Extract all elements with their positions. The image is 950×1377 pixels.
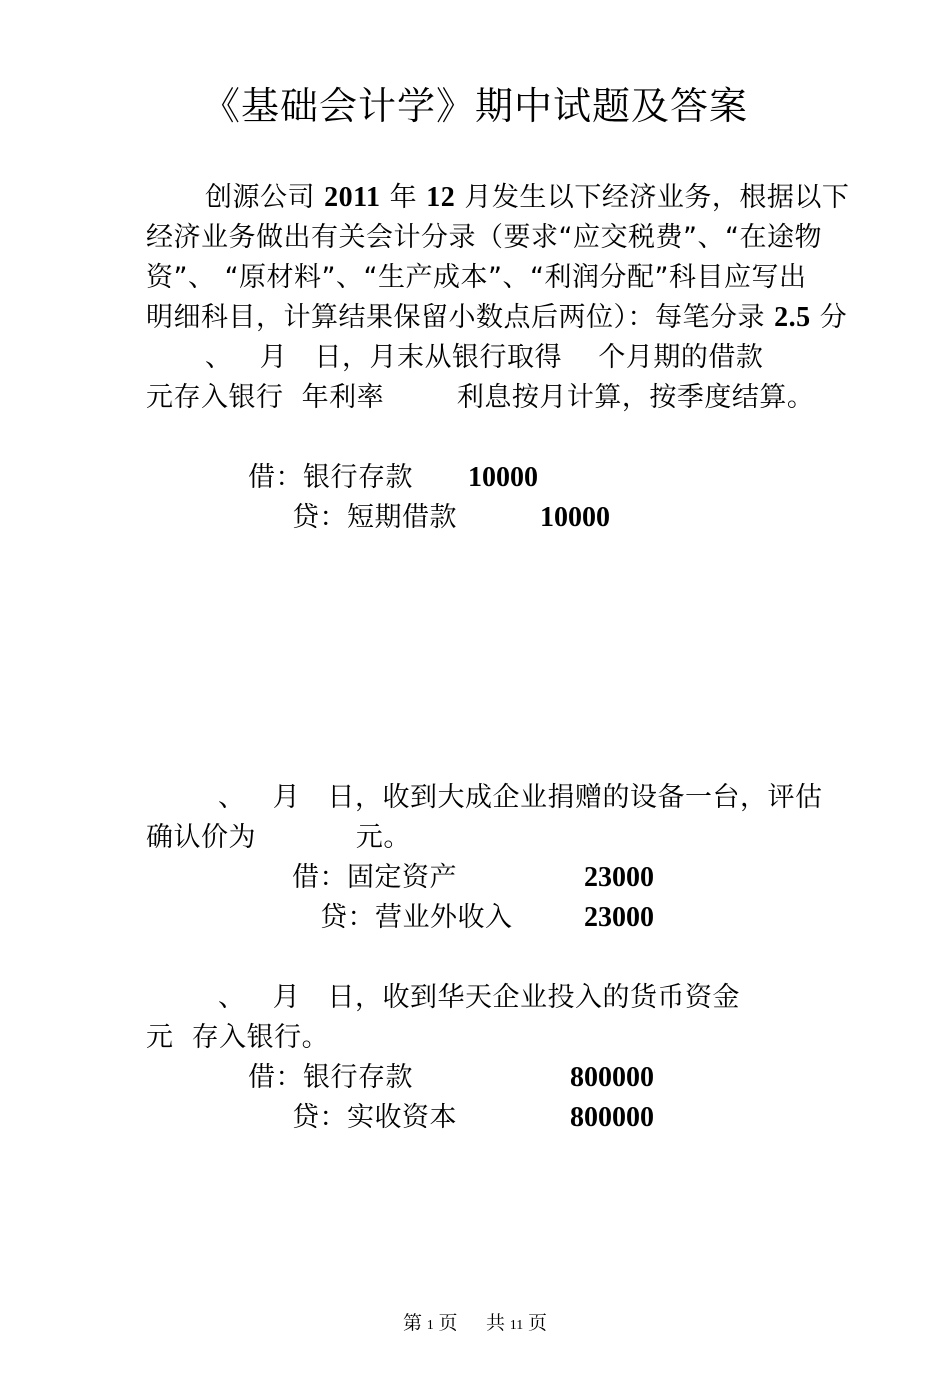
item-3-debit-amount: 800000 xyxy=(570,1062,654,1093)
page-title: 《基础会计学》期中试题及答案 xyxy=(201,84,748,128)
score-value: 2.5 xyxy=(774,302,811,333)
item-1-line-1: 、 月 日，月末从银行取得 个月期的借款 xyxy=(205,342,764,373)
year-value: 2011 xyxy=(324,182,381,213)
intro-line-4 xyxy=(146,298,847,338)
item-1-credit-amount: 10000 xyxy=(540,502,610,533)
item-1-debit-label: 借：银行存款 xyxy=(248,462,413,493)
footer-page-unit: 页 xyxy=(438,1313,458,1334)
item-3-credit-amount: 800000 xyxy=(570,1102,654,1133)
item-2-line-2: 确认价为 元。 xyxy=(146,822,411,853)
intro-line-1 xyxy=(205,178,849,218)
item-2-credit-amount: 23000 xyxy=(584,902,654,933)
intro-line-2: 经济业务做出有关会计分录（要求“应交税费”、“在途物 xyxy=(146,222,822,253)
footer-total-number: 11 xyxy=(509,1318,524,1333)
item-1-debit-amount: 10000 xyxy=(468,462,538,493)
item-2-debit-label: 借：固定资产 xyxy=(292,862,457,893)
intro-line-3: 资”、 “原材料”、“生产成本”、“利润分配”科目应写出 xyxy=(146,262,807,293)
month-value: 12 xyxy=(426,182,456,213)
item-2-debit-amount: 23000 xyxy=(584,862,654,893)
footer-page-prefix: 第 xyxy=(402,1313,422,1334)
item-3-debit-label: 借：银行存款 xyxy=(248,1062,413,1093)
page-footer xyxy=(0,1310,950,1340)
company-text: 创源公司 xyxy=(205,182,315,213)
intro-text-4: 明细科目，计算结果保留小数点后两位）：每笔分录 xyxy=(146,302,765,333)
score-unit: 分 xyxy=(819,302,848,333)
item-3-line-1: 、 月 日，收到华天企业投入的货币资金 xyxy=(218,982,740,1013)
item-2-credit-label: 贷：营业外收入 xyxy=(320,902,513,933)
item-2-line-1: 、 月 日，收到大成企业捐赠的设备一台，评估 xyxy=(218,782,823,813)
footer-total-prefix: 共 xyxy=(486,1313,506,1334)
footer-total-unit: 页 xyxy=(528,1313,548,1334)
item-3-line-2: 元 存入银行。 xyxy=(146,1022,330,1053)
year-unit: 年 xyxy=(389,182,418,213)
item-3-credit-label: 贷：实收资本 xyxy=(292,1102,457,1133)
item-1-credit-label: 贷：短期借款 xyxy=(292,502,457,533)
intro-text-1: 月发生以下经济业务，根据以下 xyxy=(464,182,850,213)
item-1-line-2: 元存入银行 年利率 利息按月计算，按季度结算。 xyxy=(146,382,815,413)
footer-page-number: 1 xyxy=(426,1318,434,1333)
